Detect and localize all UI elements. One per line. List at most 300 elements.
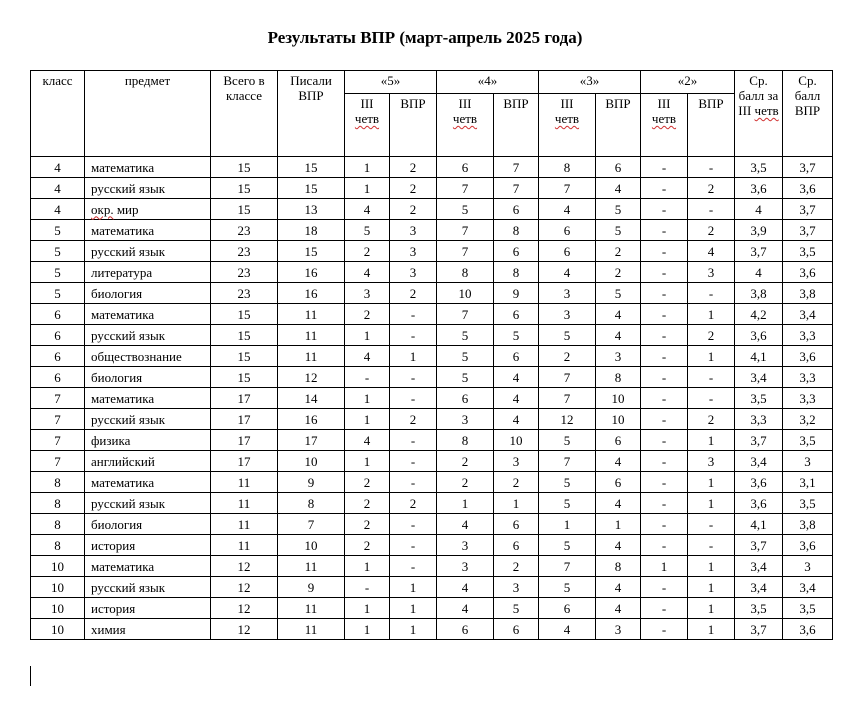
results-table bbox=[30, 70, 833, 640]
cell-grade3-vpr: 4 bbox=[596, 178, 641, 199]
cell-grade3-vpr: 10 bbox=[596, 409, 641, 430]
header-grade-5: «5» bbox=[345, 71, 437, 94]
cell-grade2-vpr: 1 bbox=[688, 430, 735, 451]
subheader-quarter bbox=[539, 94, 596, 157]
cell-grade3-vpr: 4 bbox=[596, 577, 641, 598]
text-cursor bbox=[30, 666, 31, 686]
cell-avg-quarter: 3,7 bbox=[735, 619, 783, 640]
cell-subject: русский язык bbox=[85, 409, 211, 430]
cell-grade3-quarter: 3 bbox=[539, 283, 596, 304]
cell-grade3-vpr: 5 bbox=[596, 220, 641, 241]
cell-total: 12 bbox=[211, 619, 278, 640]
cell-grade3-vpr: 8 bbox=[596, 556, 641, 577]
cell-grade5-quarter: 4 bbox=[345, 262, 390, 283]
cell-grade4-vpr: 6 bbox=[494, 514, 539, 535]
cell-grade5-quarter: 1 bbox=[345, 619, 390, 640]
cell-grade5-vpr: 2 bbox=[390, 493, 437, 514]
cell-avg-vpr: 3,3 bbox=[783, 388, 833, 409]
cell-subject: литература bbox=[85, 262, 211, 283]
cell-grade2-quarter: - bbox=[641, 577, 688, 598]
table-row bbox=[31, 304, 833, 325]
cell-grade5-vpr: 1 bbox=[390, 577, 437, 598]
cell-grade2-vpr: 1 bbox=[688, 304, 735, 325]
cell-subject: окр. мир bbox=[85, 199, 211, 220]
cell-grade4-quarter: 3 bbox=[437, 409, 494, 430]
cell-grade5-quarter: 2 bbox=[345, 304, 390, 325]
cell-grade4-vpr: 7 bbox=[494, 178, 539, 199]
cell-grade3-vpr: 4 bbox=[596, 598, 641, 619]
cell-class: 6 bbox=[31, 304, 85, 325]
cell-grade4-quarter: 6 bbox=[437, 157, 494, 178]
cell-class: 6 bbox=[31, 346, 85, 367]
subheader-quarter-a: III bbox=[560, 96, 574, 111]
cell-total: 11 bbox=[211, 493, 278, 514]
cell-grade2-vpr: - bbox=[688, 514, 735, 535]
cell-class: 10 bbox=[31, 556, 85, 577]
cell-wrote: 15 bbox=[278, 241, 345, 262]
cell-grade4-vpr: 8 bbox=[494, 220, 539, 241]
cell-grade5-quarter: 1 bbox=[345, 451, 390, 472]
cell-total: 12 bbox=[211, 598, 278, 619]
header-avg-vpr: Ср. балл ВПР bbox=[783, 71, 833, 157]
header-grade-2: «2» bbox=[641, 71, 735, 94]
cell-grade4-vpr: 6 bbox=[494, 304, 539, 325]
cell-class: 5 bbox=[31, 262, 85, 283]
cell-grade2-quarter: - bbox=[641, 388, 688, 409]
cell-avg-vpr: 3,7 bbox=[783, 157, 833, 178]
cell-grade5-quarter: 1 bbox=[345, 409, 390, 430]
cell-avg-vpr: 3,6 bbox=[783, 535, 833, 556]
cell-total: 23 bbox=[211, 241, 278, 262]
cell-grade5-quarter: 1 bbox=[345, 556, 390, 577]
cell-grade2-vpr: 2 bbox=[688, 220, 735, 241]
cell-avg-quarter: 3,6 bbox=[735, 472, 783, 493]
cell-avg-quarter: 3,4 bbox=[735, 367, 783, 388]
cell-total: 12 bbox=[211, 556, 278, 577]
cell-grade4-quarter: 4 bbox=[437, 514, 494, 535]
cell-grade4-quarter: 8 bbox=[437, 262, 494, 283]
cell-grade2-vpr: 1 bbox=[688, 577, 735, 598]
cell-grade3-vpr: 3 bbox=[596, 346, 641, 367]
cell-grade2-vpr: 4 bbox=[688, 241, 735, 262]
table-row bbox=[31, 535, 833, 556]
cell-total: 15 bbox=[211, 199, 278, 220]
cell-grade4-vpr: 6 bbox=[494, 619, 539, 640]
cell-avg-vpr: 3,5 bbox=[783, 241, 833, 262]
cell-grade3-quarter: 1 bbox=[539, 514, 596, 535]
cell-grade4-vpr: 5 bbox=[494, 598, 539, 619]
cell-grade3-quarter: 4 bbox=[539, 262, 596, 283]
cell-avg-vpr: 3,4 bbox=[783, 304, 833, 325]
cell-class: 10 bbox=[31, 577, 85, 598]
cell-avg-quarter: 4,1 bbox=[735, 514, 783, 535]
cell-subject: биология bbox=[85, 283, 211, 304]
cell-grade4-quarter: 5 bbox=[437, 367, 494, 388]
cell-grade3-vpr: 3 bbox=[596, 619, 641, 640]
subheader-quarter-a: III bbox=[458, 96, 472, 111]
header-class: класс bbox=[31, 71, 85, 157]
header-grade-4: «4» bbox=[437, 71, 539, 94]
cell-avg-quarter: 3,7 bbox=[735, 430, 783, 451]
cell-grade4-quarter: 4 bbox=[437, 577, 494, 598]
cell-grade3-vpr: 6 bbox=[596, 430, 641, 451]
cell-grade3-quarter: 7 bbox=[539, 556, 596, 577]
cell-grade5-vpr: 1 bbox=[390, 598, 437, 619]
cell-avg-vpr: 3,2 bbox=[783, 409, 833, 430]
cell-subject: математика bbox=[85, 388, 211, 409]
cell-avg-vpr: 3,6 bbox=[783, 262, 833, 283]
cell-grade2-quarter: - bbox=[641, 451, 688, 472]
cell-avg-vpr: 3,6 bbox=[783, 178, 833, 199]
cell-wrote: 12 bbox=[278, 367, 345, 388]
cell-grade4-vpr: 4 bbox=[494, 409, 539, 430]
cell-subject: русский язык bbox=[85, 325, 211, 346]
cell-grade4-vpr: 6 bbox=[494, 199, 539, 220]
cell-avg-quarter: 3,4 bbox=[735, 577, 783, 598]
cell-avg-quarter: 3,3 bbox=[735, 409, 783, 430]
cell-avg-vpr: 3,8 bbox=[783, 514, 833, 535]
results-table-body bbox=[31, 157, 833, 640]
subheader-vpr: ВПР bbox=[390, 94, 437, 157]
cell-total: 17 bbox=[211, 388, 278, 409]
cell-subject: биология bbox=[85, 514, 211, 535]
cell-grade4-quarter: 4 bbox=[437, 598, 494, 619]
cell-grade2-vpr: 1 bbox=[688, 472, 735, 493]
cell-grade2-quarter: - bbox=[641, 619, 688, 640]
cell-grade3-vpr: 10 bbox=[596, 388, 641, 409]
cell-grade4-quarter: 7 bbox=[437, 220, 494, 241]
cell-grade3-quarter: 6 bbox=[539, 241, 596, 262]
cell-grade3-vpr: 4 bbox=[596, 304, 641, 325]
table-row bbox=[31, 325, 833, 346]
cell-avg-vpr: 3 bbox=[783, 556, 833, 577]
cell-grade5-vpr: 2 bbox=[390, 199, 437, 220]
cell-grade3-vpr: 2 bbox=[596, 262, 641, 283]
cell-total: 17 bbox=[211, 409, 278, 430]
table-row bbox=[31, 199, 833, 220]
cell-wrote: 16 bbox=[278, 283, 345, 304]
cell-total: 17 bbox=[211, 451, 278, 472]
cell-grade5-vpr: 3 bbox=[390, 262, 437, 283]
cell-total: 17 bbox=[211, 430, 278, 451]
cell-grade2-vpr: 1 bbox=[688, 556, 735, 577]
cell-subject: математика bbox=[85, 157, 211, 178]
table-row bbox=[31, 367, 833, 388]
cell-class: 7 bbox=[31, 430, 85, 451]
cell-wrote: 15 bbox=[278, 178, 345, 199]
cell-class: 7 bbox=[31, 451, 85, 472]
cell-wrote: 14 bbox=[278, 388, 345, 409]
cell-grade2-vpr: - bbox=[688, 283, 735, 304]
cell-subject: русский язык bbox=[85, 493, 211, 514]
cell-avg-quarter: 3,8 bbox=[735, 283, 783, 304]
cell-class: 4 bbox=[31, 199, 85, 220]
cell-grade4-quarter: 5 bbox=[437, 199, 494, 220]
cell-grade4-quarter: 2 bbox=[437, 472, 494, 493]
cell-grade4-vpr: 6 bbox=[494, 346, 539, 367]
cell-grade5-vpr: 2 bbox=[390, 283, 437, 304]
table-row bbox=[31, 409, 833, 430]
cell-grade5-vpr: - bbox=[390, 304, 437, 325]
cell-grade4-quarter: 3 bbox=[437, 535, 494, 556]
cell-wrote: 18 bbox=[278, 220, 345, 241]
cell-grade2-quarter: - bbox=[641, 409, 688, 430]
cell-grade5-vpr: 1 bbox=[390, 346, 437, 367]
cell-class: 6 bbox=[31, 325, 85, 346]
cell-grade2-quarter: - bbox=[641, 199, 688, 220]
cell-grade3-quarter: 6 bbox=[539, 220, 596, 241]
cell-class: 5 bbox=[31, 241, 85, 262]
cell-wrote: 17 bbox=[278, 430, 345, 451]
cell-avg-vpr: 3,7 bbox=[783, 199, 833, 220]
cell-avg-quarter: 3,9 bbox=[735, 220, 783, 241]
header-avg-quarter-tail: четв bbox=[754, 103, 779, 118]
cell-grade5-quarter: 1 bbox=[345, 388, 390, 409]
subheader-vpr: ВПР bbox=[596, 94, 641, 157]
cell-avg-quarter: 4,2 bbox=[735, 304, 783, 325]
cell-grade4-quarter: 6 bbox=[437, 388, 494, 409]
cell-grade4-vpr: 4 bbox=[494, 388, 539, 409]
cell-grade2-vpr: 1 bbox=[688, 493, 735, 514]
cell-grade5-vpr: - bbox=[390, 325, 437, 346]
cell-avg-quarter: 3,4 bbox=[735, 556, 783, 577]
cell-grade4-vpr: 10 bbox=[494, 430, 539, 451]
table-row bbox=[31, 346, 833, 367]
cell-class: 8 bbox=[31, 493, 85, 514]
cell-total: 15 bbox=[211, 367, 278, 388]
cell-grade2-quarter: - bbox=[641, 325, 688, 346]
cell-grade4-vpr: 6 bbox=[494, 535, 539, 556]
cell-grade2-quarter: - bbox=[641, 304, 688, 325]
cell-grade5-quarter: 2 bbox=[345, 535, 390, 556]
cell-grade2-vpr: 1 bbox=[688, 598, 735, 619]
cell-subject: английский bbox=[85, 451, 211, 472]
cell-grade4-quarter: 7 bbox=[437, 304, 494, 325]
cell-wrote: 10 bbox=[278, 535, 345, 556]
cell-grade4-quarter: 6 bbox=[437, 619, 494, 640]
subheader-quarter bbox=[437, 94, 494, 157]
subheader-quarter-b: четв bbox=[651, 111, 677, 126]
cell-grade3-quarter: 5 bbox=[539, 493, 596, 514]
cell-grade3-vpr: 2 bbox=[596, 241, 641, 262]
cell-subject: история bbox=[85, 535, 211, 556]
cell-grade4-quarter: 5 bbox=[437, 325, 494, 346]
cell-grade5-vpr: - bbox=[390, 535, 437, 556]
cell-grade5-quarter: - bbox=[345, 577, 390, 598]
cell-subject: физика bbox=[85, 430, 211, 451]
cell-grade3-vpr: 5 bbox=[596, 199, 641, 220]
cell-class: 10 bbox=[31, 598, 85, 619]
cell-grade2-vpr: 3 bbox=[688, 262, 735, 283]
cell-grade3-vpr: 6 bbox=[596, 472, 641, 493]
cell-grade3-quarter: 4 bbox=[539, 199, 596, 220]
header-grade-3: «3» bbox=[539, 71, 641, 94]
cell-class: 4 bbox=[31, 157, 85, 178]
table-row bbox=[31, 493, 833, 514]
cell-avg-vpr: 3 bbox=[783, 451, 833, 472]
cell-avg-vpr: 3,5 bbox=[783, 430, 833, 451]
cell-grade3-quarter: 6 bbox=[539, 598, 596, 619]
cell-grade4-vpr: 6 bbox=[494, 241, 539, 262]
cell-wrote: 11 bbox=[278, 598, 345, 619]
cell-grade5-vpr: 2 bbox=[390, 409, 437, 430]
cell-grade5-quarter: 1 bbox=[345, 157, 390, 178]
cell-avg-quarter: 3,6 bbox=[735, 493, 783, 514]
subheader-quarter-a: III bbox=[657, 96, 671, 111]
cell-class: 6 bbox=[31, 367, 85, 388]
cell-subject: химия bbox=[85, 619, 211, 640]
cell-grade4-quarter: 5 bbox=[437, 346, 494, 367]
cell-avg-quarter: 3,5 bbox=[735, 157, 783, 178]
cell-grade4-vpr: 2 bbox=[494, 472, 539, 493]
cell-grade2-quarter: - bbox=[641, 220, 688, 241]
table-row bbox=[31, 598, 833, 619]
cell-subject: русский язык bbox=[85, 241, 211, 262]
cell-grade2-vpr: - bbox=[688, 157, 735, 178]
cell-grade3-quarter: 4 bbox=[539, 619, 596, 640]
cell-grade4-vpr: 9 bbox=[494, 283, 539, 304]
cell-grade4-vpr: 4 bbox=[494, 367, 539, 388]
table-row bbox=[31, 283, 833, 304]
table-row bbox=[31, 577, 833, 598]
cell-grade4-quarter: 7 bbox=[437, 178, 494, 199]
cell-wrote: 11 bbox=[278, 304, 345, 325]
cell-grade2-quarter: 1 bbox=[641, 556, 688, 577]
subheader-vpr: ВПР bbox=[688, 94, 735, 157]
cell-avg-quarter: 3,4 bbox=[735, 451, 783, 472]
cell-class: 7 bbox=[31, 388, 85, 409]
cell-subject: русский язык bbox=[85, 577, 211, 598]
subheader-quarter-b: четв bbox=[554, 111, 580, 126]
cell-grade3-quarter: 5 bbox=[539, 577, 596, 598]
header-subject: предмет bbox=[85, 71, 211, 157]
cell-avg-vpr: 3,7 bbox=[783, 220, 833, 241]
cell-grade2-vpr: - bbox=[688, 367, 735, 388]
cell-wrote: 11 bbox=[278, 346, 345, 367]
cell-grade2-quarter: - bbox=[641, 472, 688, 493]
cell-subject: математика bbox=[85, 472, 211, 493]
cell-total: 15 bbox=[211, 178, 278, 199]
cell-grade5-quarter: 5 bbox=[345, 220, 390, 241]
cell-grade3-quarter: 8 bbox=[539, 157, 596, 178]
cell-grade2-quarter: - bbox=[641, 493, 688, 514]
header-wrote: Писали ВПР bbox=[278, 71, 345, 157]
table-row bbox=[31, 157, 833, 178]
cell-grade2-vpr: - bbox=[688, 388, 735, 409]
cell-avg-vpr: 3,1 bbox=[783, 472, 833, 493]
cell-wrote: 7 bbox=[278, 514, 345, 535]
cell-grade4-quarter: 10 bbox=[437, 283, 494, 304]
subheader-quarter-a: III bbox=[360, 96, 374, 111]
cell-grade5-quarter: 2 bbox=[345, 472, 390, 493]
cell-grade5-vpr: - bbox=[390, 451, 437, 472]
header-avg-quarter bbox=[735, 71, 783, 157]
cell-total: 23 bbox=[211, 283, 278, 304]
cell-avg-quarter: 3,7 bbox=[735, 241, 783, 262]
cell-grade5-vpr: - bbox=[390, 514, 437, 535]
cell-grade3-vpr: 4 bbox=[596, 493, 641, 514]
cell-grade3-quarter: 5 bbox=[539, 535, 596, 556]
cell-total: 12 bbox=[211, 577, 278, 598]
cell-avg-vpr: 3,6 bbox=[783, 619, 833, 640]
cell-total: 15 bbox=[211, 346, 278, 367]
cell-grade2-vpr: 1 bbox=[688, 619, 735, 640]
cell-grade5-vpr: 2 bbox=[390, 178, 437, 199]
cell-class: 7 bbox=[31, 409, 85, 430]
cell-grade3-vpr: 6 bbox=[596, 157, 641, 178]
cell-total: 15 bbox=[211, 304, 278, 325]
cell-grade5-vpr: - bbox=[390, 472, 437, 493]
cell-grade5-quarter: - bbox=[345, 367, 390, 388]
cell-grade3-quarter: 5 bbox=[539, 325, 596, 346]
cell-subject: математика bbox=[85, 304, 211, 325]
cell-grade5-quarter: 4 bbox=[345, 199, 390, 220]
cell-subject: русский язык bbox=[85, 178, 211, 199]
cell-wrote: 9 bbox=[278, 472, 345, 493]
table-row bbox=[31, 619, 833, 640]
cell-grade5-vpr: 3 bbox=[390, 220, 437, 241]
cell-grade4-vpr: 8 bbox=[494, 262, 539, 283]
cell-avg-quarter: 3,7 bbox=[735, 535, 783, 556]
cell-grade2-quarter: - bbox=[641, 262, 688, 283]
cell-grade4-quarter: 8 bbox=[437, 430, 494, 451]
cell-wrote: 11 bbox=[278, 556, 345, 577]
header-total: Всего в классе bbox=[211, 71, 278, 157]
cell-avg-quarter: 3,5 bbox=[735, 388, 783, 409]
cell-grade2-quarter: - bbox=[641, 157, 688, 178]
cell-avg-quarter: 4,1 bbox=[735, 346, 783, 367]
subheader-quarter-b: четв bbox=[354, 111, 380, 126]
cell-grade4-vpr: 1 bbox=[494, 493, 539, 514]
cell-class: 10 bbox=[31, 619, 85, 640]
cell-grade3-vpr: 1 bbox=[596, 514, 641, 535]
cell-subject: математика bbox=[85, 556, 211, 577]
cell-grade3-vpr: 8 bbox=[596, 367, 641, 388]
cell-grade2-vpr: 1 bbox=[688, 346, 735, 367]
cell-grade2-quarter: - bbox=[641, 178, 688, 199]
cell-grade4-vpr: 7 bbox=[494, 157, 539, 178]
cell-avg-quarter: 3,6 bbox=[735, 325, 783, 346]
cell-grade2-quarter: - bbox=[641, 514, 688, 535]
cell-grade5-quarter: 1 bbox=[345, 325, 390, 346]
table-row bbox=[31, 388, 833, 409]
cell-grade5-vpr: - bbox=[390, 367, 437, 388]
cell-wrote: 10 bbox=[278, 451, 345, 472]
cell-grade3-quarter: 7 bbox=[539, 178, 596, 199]
cell-class: 8 bbox=[31, 514, 85, 535]
cell-total: 15 bbox=[211, 325, 278, 346]
cell-class: 4 bbox=[31, 178, 85, 199]
cell-subject: биология bbox=[85, 367, 211, 388]
cell-class: 8 bbox=[31, 472, 85, 493]
cell-grade3-quarter: 3 bbox=[539, 304, 596, 325]
cell-grade3-quarter: 12 bbox=[539, 409, 596, 430]
cell-avg-vpr: 3,5 bbox=[783, 598, 833, 619]
cell-grade2-vpr: 2 bbox=[688, 409, 735, 430]
cell-grade3-quarter: 7 bbox=[539, 388, 596, 409]
cell-grade5-quarter: 1 bbox=[345, 178, 390, 199]
cell-wrote: 8 bbox=[278, 493, 345, 514]
spellcheck-word: окр. bbox=[91, 201, 114, 217]
subheader-vpr: ВПР bbox=[494, 94, 539, 157]
cell-grade5-vpr: - bbox=[390, 388, 437, 409]
cell-avg-vpr: 3,8 bbox=[783, 283, 833, 304]
cell-grade2-vpr: - bbox=[688, 535, 735, 556]
cell-avg-vpr: 3,6 bbox=[783, 346, 833, 367]
cell-grade2-quarter: - bbox=[641, 535, 688, 556]
cell-grade2-quarter: - bbox=[641, 346, 688, 367]
cell-grade5-quarter: 1 bbox=[345, 598, 390, 619]
